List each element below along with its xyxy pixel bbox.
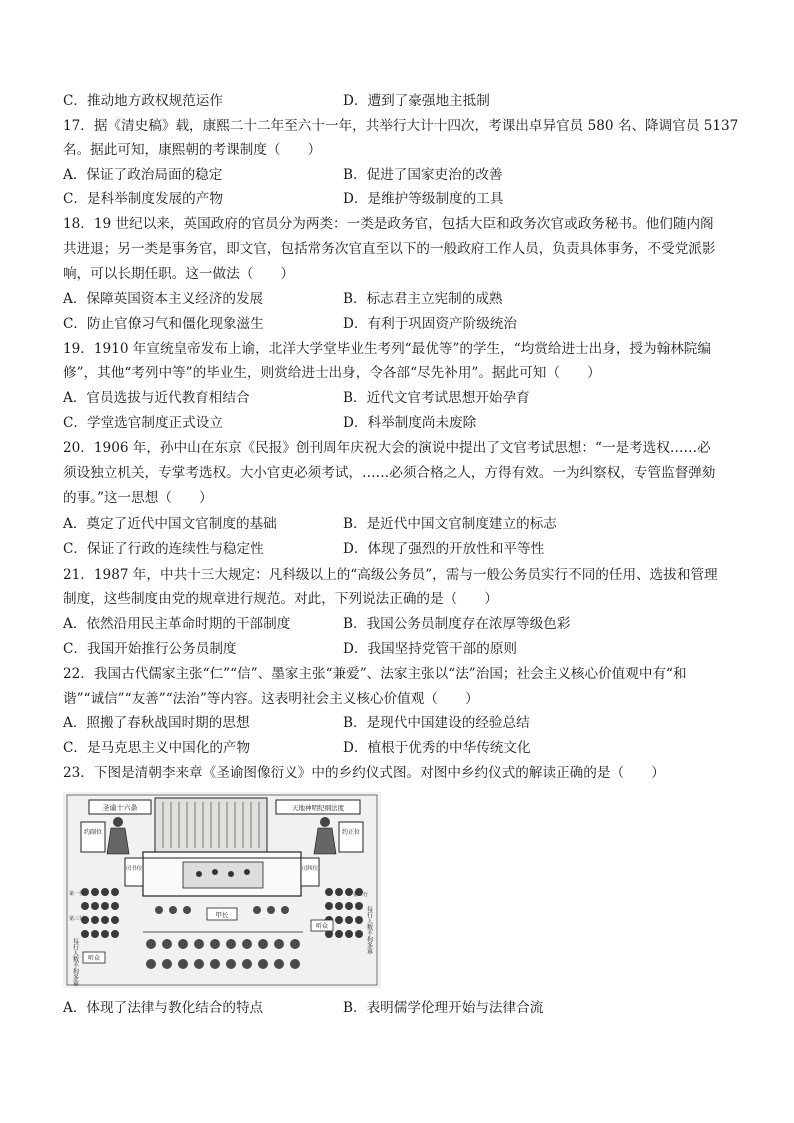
q18-stem-line2: 共进退；另一类是事务官，即文官，包括常务次官直至以下的一般政府工作人员，负责具体事务，不受党派影 — [63, 241, 716, 257]
q22-option-c[interactable]: C．是马克思主义中国化的产物 — [63, 740, 251, 756]
fuyue-seat-label: 约副位 — [83, 829, 103, 836]
q17-option-a[interactable]: A．保证了政治局面的稳定 — [63, 167, 223, 183]
q16-option-d[interactable]: D．遭到了豪强地主抵制 — [343, 93, 490, 109]
q18-option-c[interactable]: C．防止官僚习气和僵化现象滋生 — [63, 316, 264, 332]
q22-option-b[interactable]: B．是现代中国建设的经验总结 — [343, 715, 530, 731]
fuyue-seat-box — [81, 822, 105, 852]
q20-option-d[interactable]: D．体现了强烈的开放性和平等性 — [343, 541, 545, 557]
ceremony-table — [183, 862, 263, 888]
q19-option-d[interactable]: D．科举制度尚未废除 — [343, 415, 477, 431]
q18-stem-line3: 响，可以长期任职。这一做法（ ） — [63, 266, 295, 282]
q19-stem-line2: 修”，其他“考列中等”的毕业生，则赏给进士出身，令各部“尽先补用”。据此可知（ ） — [63, 365, 601, 381]
audience-label-left: 听众 — [87, 955, 101, 962]
q22-option-d[interactable]: D．植根于优秀的中华传统文化 — [343, 740, 531, 756]
q20-stem-line1: 20．1906 年，孙中山在东京《民报》创刊周年庆祝大会的演说中提出了文官考试思想：“一是考选权……必 — [63, 440, 711, 456]
q20-stem-line2: 须设独立机关，专掌考选权。大小官吏必须考试，……必须合格之人，方得有效。一为纠察权，专管监督弹劾 — [63, 465, 716, 481]
siji-seat-label: 司纠位 — [301, 866, 319, 872]
q21-option-d[interactable]: D．我国坚持党管干部的原则 — [343, 641, 518, 657]
q21-stem-line2: 制度，这些制度由党的规章进行规范。对此，下列说法正确的是（ ） — [63, 591, 498, 607]
q18-stem-line1: 18．19 世纪以来，英国政府的官员分为两类：一类是政务官，包括大臣和政务次官或政务秘书。他们随内阁 — [63, 216, 714, 232]
q20-option-c[interactable]: C．保证了行政的连续性与稳定性 — [63, 541, 264, 557]
row1-label: 第一行 — [69, 891, 85, 897]
q22-stem-line2: 谐”“诚信”“友善”“法治”等内容。这表明社会主义核心价值观（ ） — [63, 691, 479, 707]
banner-left-text: 圣谕十六条 — [102, 804, 138, 812]
audience-label-right: 听众 — [315, 923, 329, 930]
q23-option-a[interactable]: A．体现了法律与教化结合的特点 — [63, 1000, 264, 1016]
banner-right-text: 天地神明纪纲法度 — [292, 804, 344, 812]
jiazhang-label: 甲长 — [215, 911, 229, 919]
q18-option-b[interactable]: B．标志君主立宪制的成熟 — [343, 291, 503, 307]
q19-option-c[interactable]: C．学堂选官制度正式设立 — [63, 415, 223, 431]
xiangyue-ceremony-illustration — [63, 792, 381, 988]
sishu-seat-label: 司书位 — [125, 866, 143, 872]
q18-option-a[interactable]: A．保障英国资本主义经济的发展 — [63, 291, 264, 307]
zhengyue-seat-label: 约正位 — [341, 829, 361, 836]
xiangyue-ceremony-figure — [63, 792, 381, 988]
q22-stem-line1: 22．我国古代儒家主张“仁”“信”、墨家主张“兼爱”、法家主张以“法”治国；社会主义核心价值观中有“和 — [63, 666, 687, 682]
side-note-left: 每行人数不拘多寡 — [71, 938, 79, 986]
q21-option-c[interactable]: C．我国开始推行公务员制度 — [63, 641, 237, 657]
q19-option-b[interactable]: B．近代文官考试思想开始孕育 — [343, 390, 530, 406]
siji-seat-box — [301, 858, 319, 886]
q17-stem-line2: 名。据此可知，康熙朝的考课制度（ ） — [63, 142, 322, 158]
q22-option-a[interactable]: A．照搬了春秋战国时期的思想 — [63, 715, 250, 731]
q17-stem-line1: 17．据《清史稿》载，康熙二十二年至六十一年，共举行大计十四次，考课出卓异官员 580 名、降调官员 5137 — [63, 118, 739, 134]
q18-option-d[interactable]: D．有利于巩固资产阶级统治 — [343, 316, 518, 332]
q21-option-b[interactable]: B．我国公务员制度存在浓厚等级色彩 — [343, 616, 571, 632]
sishu-seat-box — [125, 858, 143, 886]
q21-stem-line1: 21．1987 年，中共十三大规定：凡科级以上的“高级公务员”，需与一般公务员实行不同的任用、选拔和管理 — [63, 567, 718, 583]
q20-option-b[interactable]: B．是近代中国文官制度建立的标志 — [343, 516, 557, 532]
q21-option-a[interactable]: A．依然沿用民主革命时期的干部制度 — [63, 616, 291, 632]
q17-option-d[interactable]: D．是维护等级制度的工具 — [343, 191, 504, 207]
q23-stem-line1: 23．下图是清朝李来章《圣谕图像衍义》中的乡约仪式图。对图中乡约仪式的解读正确的是（ ） — [63, 765, 665, 781]
row2-label: 第二行 — [353, 892, 369, 898]
q20-stem-line3: 的事。”这一思想（ ） — [63, 490, 213, 506]
q23-option-b[interactable]: B．表明儒学伦理开始与法律合流 — [343, 1000, 544, 1016]
q19-option-a[interactable]: A．官员选拔与近代教育相结合 — [63, 390, 250, 406]
row3-label: 第三行 — [69, 916, 85, 922]
q17-option-b[interactable]: B．促进了国家吏治的改善 — [343, 167, 503, 183]
q16-option-c[interactable]: C．推动地方政权规范运作 — [63, 93, 223, 109]
q20-option-a[interactable]: A．奠定了近代中国文官制度的基础 — [63, 516, 277, 532]
zhengyue-seat-box — [339, 822, 363, 852]
q19-stem-line1: 19．1910 年宣统皇帝发布上谕，北洋大学堂毕业生考列“最优等”的学生，“均赏给进士出身，授为翰林院编 — [63, 341, 711, 357]
side-note-right: 每行人数不拘多寡 — [365, 906, 373, 954]
q17-option-c[interactable]: C．是科举制度发展的产物 — [63, 191, 223, 207]
